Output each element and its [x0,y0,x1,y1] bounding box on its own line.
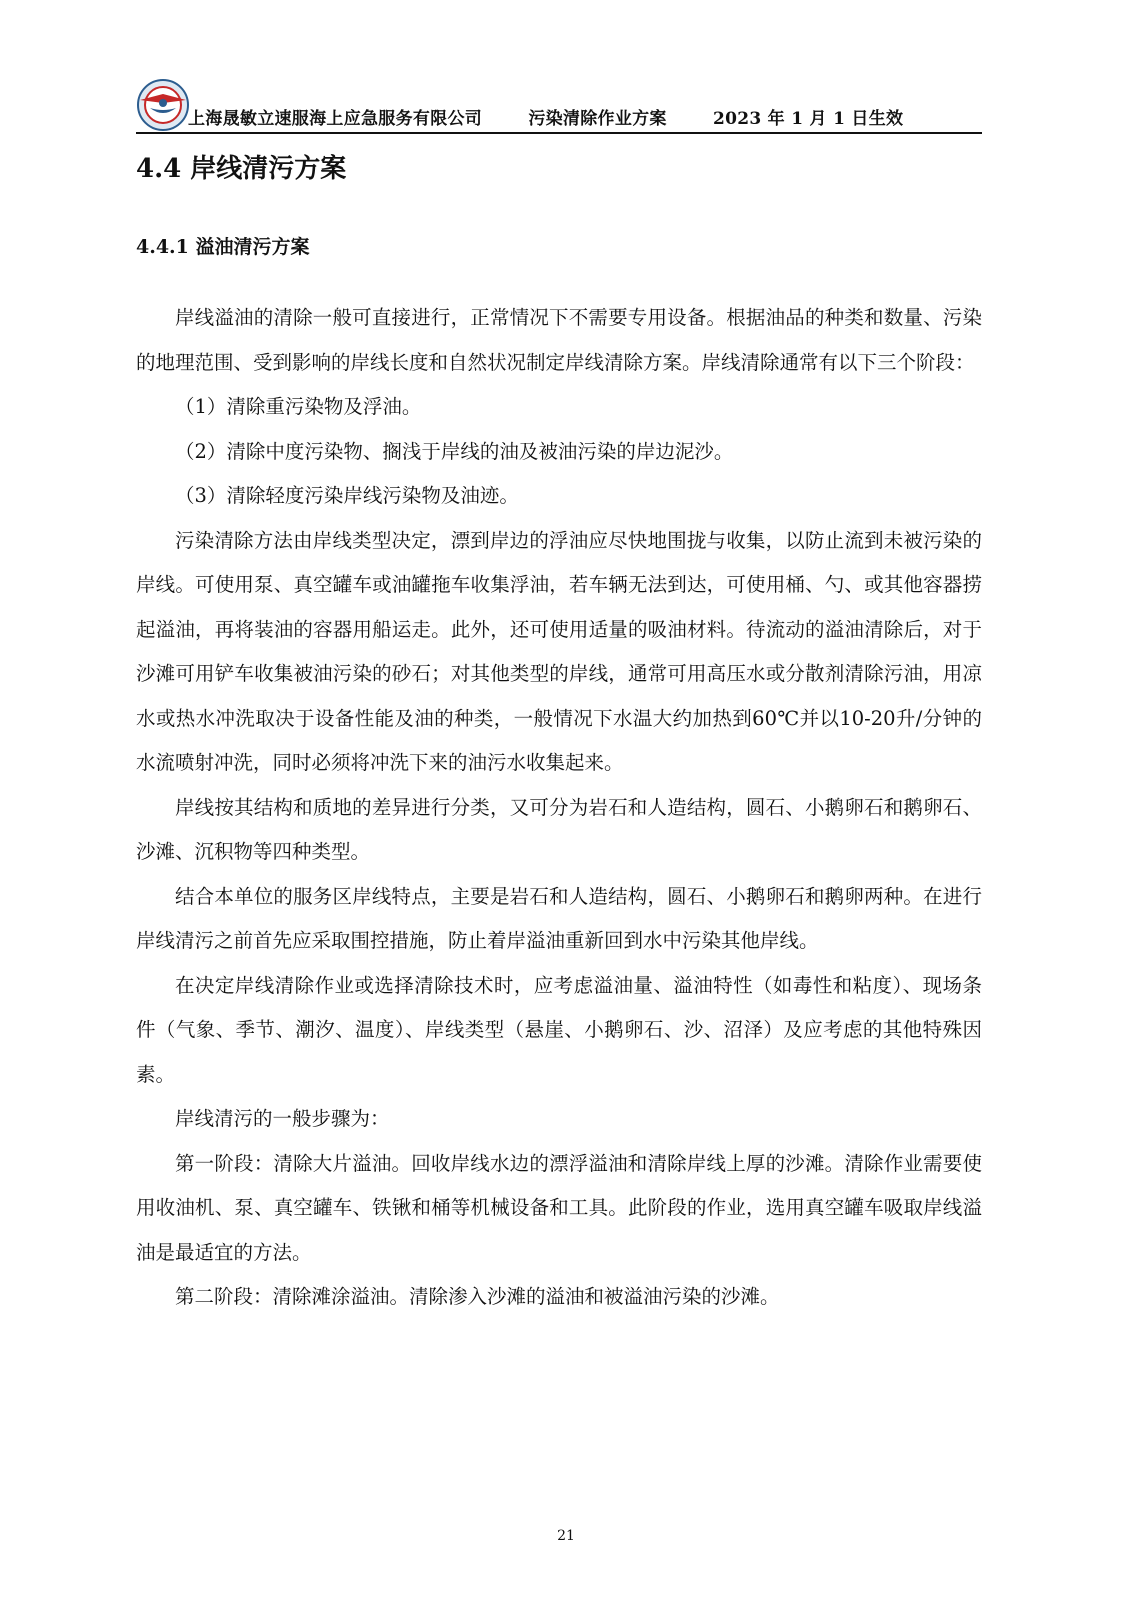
section-title: 4.4 岸线清污方案 [136,154,347,184]
paragraph: 岸线溢油的清除一般可直接进行，正常情况下不需要专用设备。根据油品的种类和数量、污染的地理范围、受到影响的岸线长度和自然状况制定岸线清除方案。岸线清除通常有以下三个阶段： [136,306,982,374]
page-header [136,78,982,134]
subsection-title: 4.4.1 溢油清污方案 [136,236,310,258]
company-logo-icon [136,78,190,132]
body-text [136,296,982,1320]
paragraph: 第二阶段：清除滩涂溢油。清除渗入沙滩的溢油和被溢油污染的沙滩。 [175,1285,780,1308]
paragraph: 结合本单位的服务区岸线特点，主要是岩石和人造结构，圆石、小鹅卵石和鹅卵两种。在进行岸线清污之前首先应采取围控措施，防止着岸溢油重新回到水中污染其他岸线。 [136,884,982,952]
list-item: （3）清除轻度污染岸线污染物及油迹。 [175,484,519,507]
header-effective-date: 2023 年 1 月 1 日生效 [712,109,904,129]
list-item: （2）清除中度污染物、搁浅于岸线的油及被油污染的岸边泥沙。 [175,439,734,463]
paragraph: 岸线按其结构和质地的差异进行分类，又可分为岩石和人造结构，圆石、小鹅卵石和鹅卵石、沙滩、沉积物等四种类型。 [136,795,982,863]
header-doc-title: 污染清除作业方案 [528,109,667,129]
header-divider [136,132,982,134]
paragraph: 污染清除方法由岸线类型决定，漂到岸边的浮油应尽快地围拢与收集，以防止流到未被污染的岸线。可使用泵、真空罐车或油罐拖车收集浮油，若车辆无法到达，可使用桶、勺、或其他容器捞起溢油，再将装油的容器用船运走。此外，还可使用适量的吸油材料。待流动的溢油清除后，对于沙滩可用铲车收集被油污染的砂石；对其他类型的岸线，通常可用高压水或分散剂清除污油，用凉水或热水冲洗取决于设备性能及油的种类，一般情况下水温大约加热到60℃并以10-20升/分钟的水流喷射冲洗，同时必须将冲洗下来的油污水收集起来。 [136,528,982,774]
header-text [188,104,903,129]
paragraph: 第一阶段：清除大片溢油。回收岸线水边的漂浮溢油和清除岸线上厚的沙滩。清除作业需要使用收油机、泵、真空罐车、铁锹和桶等机械设备和工具。此阶段的作业，选用真空罐车吸取岸线溢油是最适宜的方法。 [136,1151,982,1264]
paragraph: 在决定岸线清除作业或选择清除技术时，应考虑溢油量、溢油特性（如毒性和粘度）、现场条件（气象、季节、潮汐、温度）、岸线类型（悬崖、小鹅卵石、沙、沼泽）及应考虑的其他特殊因素。 [136,973,982,1086]
paragraph: 岸线清污的一般步骤为： [175,1107,390,1130]
header-company: 上海晟敏立速服海上应急服务有限公司 [188,109,483,129]
list-item: （1）清除重污染物及浮油。 [175,395,422,418]
page-number: 21 [557,1528,575,1544]
